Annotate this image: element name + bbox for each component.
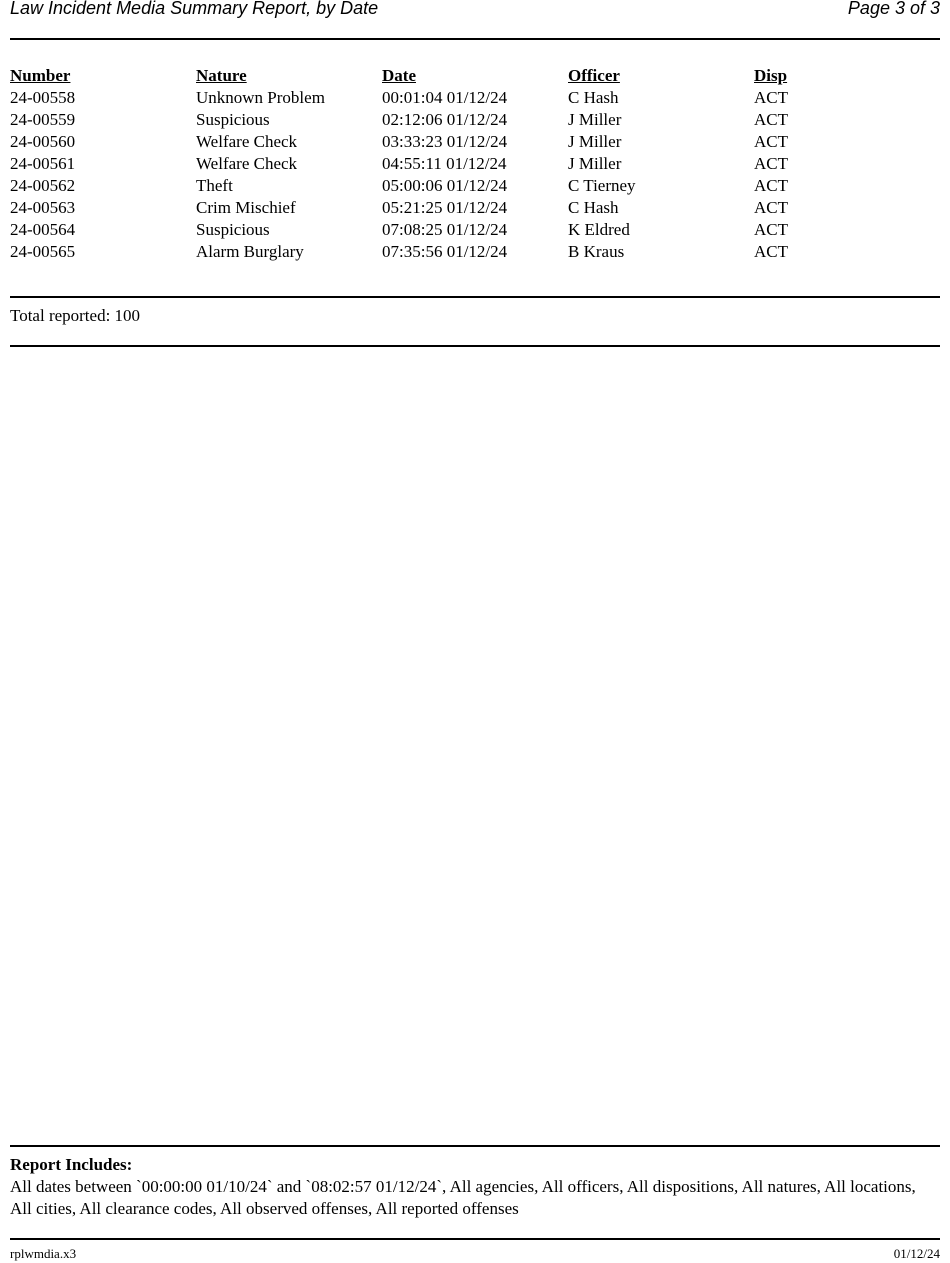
table-row bbox=[10, 131, 940, 153]
table-row bbox=[10, 219, 940, 241]
cell-nature: Unknown Problem bbox=[196, 88, 325, 107]
table-row bbox=[10, 241, 940, 263]
cell-nature: Welfare Check bbox=[196, 154, 298, 173]
cell-officer: C Tierney bbox=[568, 176, 636, 195]
cell-date: 04:55:11 01/12/24 bbox=[382, 154, 507, 173]
cell-date: 07:08:25 01/12/24 bbox=[382, 220, 508, 239]
cell-date: 05:21:25 01/12/24 bbox=[382, 198, 508, 217]
table-row bbox=[10, 109, 940, 131]
cell-disp: ACT bbox=[754, 176, 788, 195]
cell-officer: K Eldred bbox=[568, 220, 630, 239]
cell-officer: C Hash bbox=[568, 198, 619, 217]
table-row bbox=[10, 87, 940, 109]
column-header-number: Number bbox=[10, 66, 71, 85]
summary-divider bbox=[10, 345, 940, 347]
table-row bbox=[10, 197, 940, 219]
cell-nature: Suspicious bbox=[196, 220, 270, 239]
cell-number: 24-00562 bbox=[10, 176, 76, 195]
report-file-name: rplwmdia.x3 bbox=[10, 1246, 77, 1261]
table-header-row bbox=[10, 65, 940, 87]
cell-number: 24-00563 bbox=[10, 198, 76, 217]
cell-date: 07:35:56 01/12/24 bbox=[382, 242, 508, 261]
column-header-nature: Nature bbox=[196, 66, 247, 85]
report-includes-heading: Report Includes: bbox=[10, 1155, 133, 1174]
cell-date: 02:12:06 01/12/24 bbox=[382, 110, 508, 129]
column-header-date: Date bbox=[382, 66, 416, 85]
cell-officer: C Hash bbox=[568, 88, 619, 107]
column-header-officer: Officer bbox=[568, 66, 620, 85]
cell-disp: ACT bbox=[754, 110, 788, 129]
cell-disp: ACT bbox=[754, 132, 788, 151]
includes-top-divider bbox=[10, 1145, 940, 1147]
cell-nature: Alarm Burglary bbox=[196, 242, 304, 261]
incident-table bbox=[10, 65, 940, 263]
cell-number: 24-00564 bbox=[10, 220, 76, 239]
table-bottom-divider bbox=[10, 296, 940, 298]
cell-date: 05:00:06 01/12/24 bbox=[382, 176, 508, 195]
report-title: Law Incident Media Summary Report, by Date bbox=[10, 0, 379, 18]
cell-disp: ACT bbox=[754, 88, 788, 107]
cell-number: 24-00560 bbox=[10, 132, 76, 151]
table-row bbox=[10, 175, 940, 197]
cell-nature: Suspicious bbox=[196, 110, 270, 129]
footer-divider bbox=[10, 1238, 940, 1240]
cell-disp: ACT bbox=[754, 242, 788, 261]
cell-number: 24-00559 bbox=[10, 110, 76, 129]
cell-officer: J Miller bbox=[568, 110, 622, 129]
page-indicator: Page 3 of 3 bbox=[847, 0, 940, 18]
cell-disp: ACT bbox=[754, 154, 788, 173]
cell-number: 24-00565 bbox=[10, 242, 76, 261]
cell-nature: Crim Mischief bbox=[196, 198, 296, 217]
column-header-disp: Disp bbox=[754, 66, 788, 85]
table-row bbox=[10, 153, 940, 175]
cell-nature: Theft bbox=[196, 176, 233, 195]
cell-date: 00:01:04 01/12/24 bbox=[382, 88, 508, 107]
cell-disp: ACT bbox=[754, 220, 788, 239]
footer-date: 01/12/24 bbox=[893, 1246, 940, 1261]
cell-number: 24-00558 bbox=[10, 88, 76, 107]
cell-date: 03:33:23 01/12/24 bbox=[382, 132, 508, 151]
cell-officer: J Miller bbox=[568, 132, 622, 151]
header-divider bbox=[10, 38, 940, 40]
cell-number: 24-00561 bbox=[10, 154, 76, 173]
total-reported: Total reported: 100 bbox=[10, 306, 141, 325]
cell-disp: ACT bbox=[754, 198, 788, 217]
cell-officer: B Kraus bbox=[568, 242, 625, 261]
report-includes-text: All dates between `00:00:00 01/10/24` and `08:02:57 01/12/24`, All agencies, All officers, All dispositions, All natures, All locations, All cities, All clearance codes, All observed offenses, All reported offenses bbox=[10, 1177, 916, 1218]
cell-officer: J Miller bbox=[568, 154, 622, 173]
cell-nature: Welfare Check bbox=[196, 132, 298, 151]
